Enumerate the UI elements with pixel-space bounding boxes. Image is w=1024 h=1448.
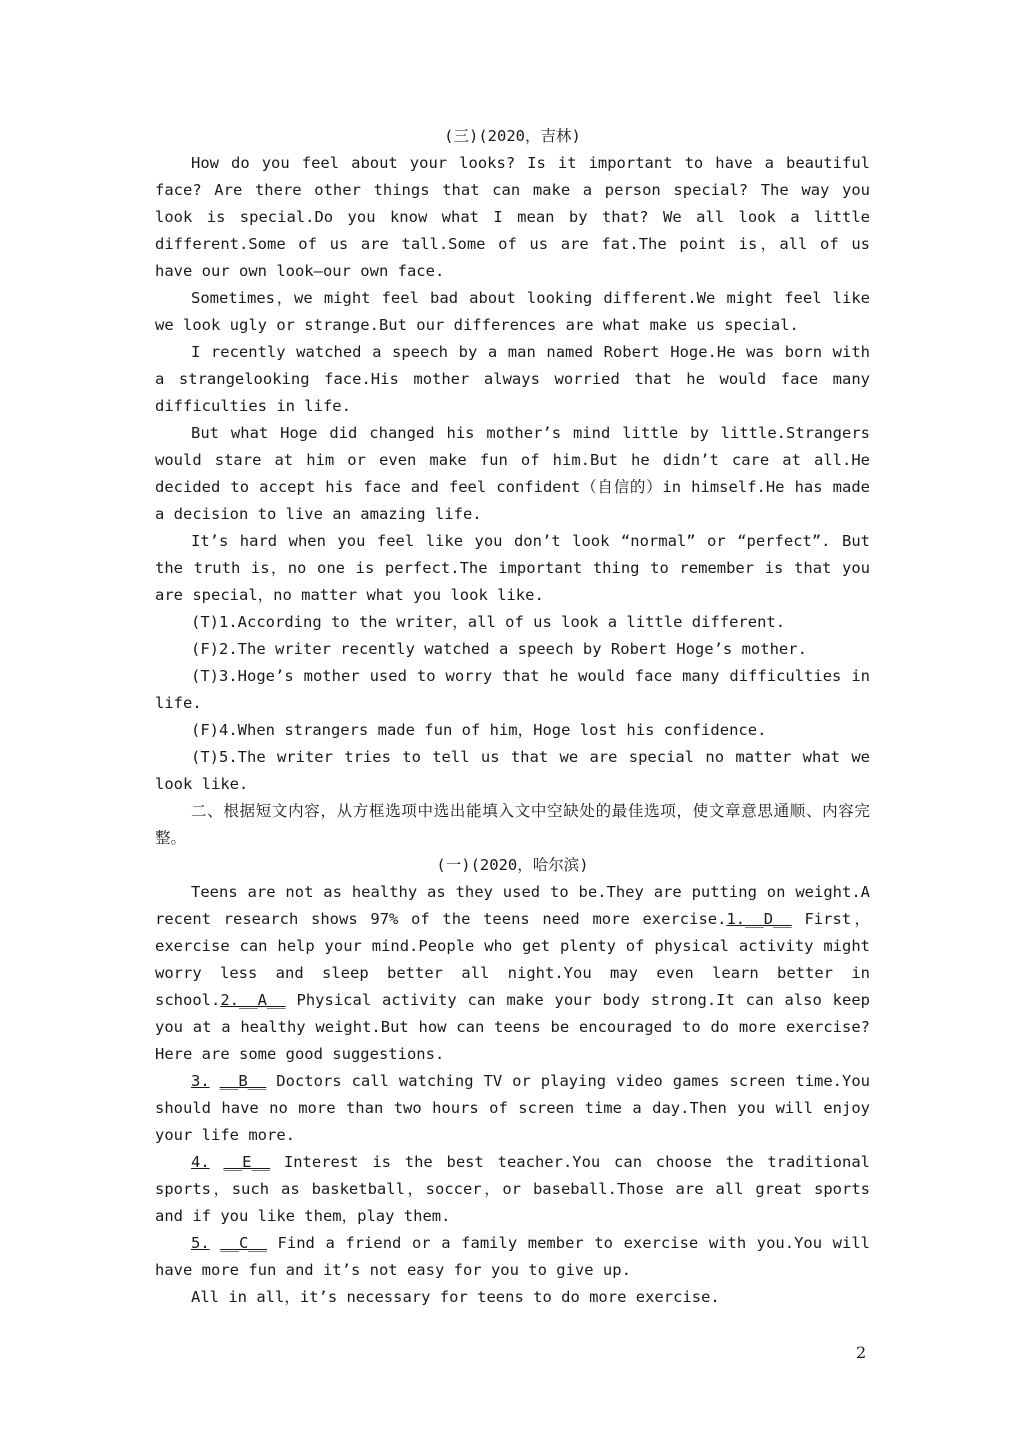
passage-paragraph	[155, 879, 870, 1068]
answer-blank: 1.__D__	[726, 910, 792, 928]
paragraph-text: Doctors call watching TV or playing video games screen time.You should have no more than two hours of screen time a day.Then you will enjoy your life more.	[155, 1072, 870, 1144]
answer-blank: __B__	[219, 1072, 267, 1090]
answer-item: (T)3.Hoge’s mother used to worry that he would face many difficulties in life.	[155, 667, 870, 712]
passage-paragraph: It’s hard when you feel like you don’t look “normal” or “perfect”. But the truth is，no one is perfect.The important thing to remember is that you are special，no matter what you look like.	[155, 532, 870, 604]
passage-paragraph	[155, 1068, 870, 1149]
blank-number: 3.	[191, 1072, 210, 1090]
blank-number: 5.	[191, 1234, 210, 1252]
passage-paragraph	[155, 1230, 870, 1284]
paragraph-text: Teens are not as healthy as they used to be.They are putting on weight.A recent research shows 97% of the teens need more exercise.	[155, 883, 870, 928]
paragraph-text: First，exercise can help your mind.People who get plenty of physical activity might worry less and sleep better all night.You may even learn better in school.	[155, 910, 870, 1009]
passage-paragraph: But what Hoge did changed his mother’s mind little by little.Strangers would stare at him or even make fun of him.But he didn’t care at all.He decided to accept his face and feel confident（自信的）in himself.He has made a decision to live an amazing life.	[155, 424, 870, 523]
passage-paragraph: Sometimes，we might feel bad about looking different.We might feel like we look ugly or strange.But our differences are what make us special.	[155, 289, 870, 334]
answer-item: (F)2.The writer recently watched a speech by Robert Hoge’s mother.	[191, 640, 807, 658]
answer-blank: 2.__A__	[220, 991, 286, 1009]
answer-item: (T)1.According to the writer，all of us look a little different.	[191, 613, 786, 631]
passage-paragraph: I recently watched a speech by a man named Robert Hoge.He was born with a strangelooking face.His mother always worried that he would face many difficulties in life.	[155, 343, 870, 415]
blank-number: 4.	[191, 1153, 210, 1171]
part-instruction: 二、根据短文内容，从方框选项中选出能填入文中空缺处的最佳选项，使文章意思通顺、内容完整。	[155, 802, 870, 847]
answer-blank: __C__	[220, 1234, 267, 1252]
paragraph-text: Physical activity can make your body strong.It can also keep you at a healthy weight.But how can teens be encouraged to do more exercise? Here are some good suggestions.	[155, 991, 870, 1063]
answer-item: (T)5.The writer tries to tell us that we are special no matter what we look like.	[155, 748, 870, 793]
answer-item: (F)4.When strangers made fun of him，Hoge lost his confidence.	[191, 721, 767, 739]
passage-paragraph: All in all，it’s necessary for teens to do more exercise.	[191, 1288, 720, 1306]
section-title: (一)(2020，哈尔滨)	[436, 856, 589, 874]
paragraph-text: Find a friend or a family member to exercise with you.You will have more fun and it’s not easy for you to give up.	[155, 1234, 870, 1279]
document-page	[155, 123, 870, 1311]
page-number: 2	[856, 1343, 867, 1362]
section-title: (三)(2020，吉林)	[444, 127, 581, 145]
passage-paragraph	[155, 1149, 870, 1230]
paragraph-text: Interest is the best teacher.You can choose the traditional sports，such as basketball，soccer，or baseball.Those are all great sports and if you like them，play them.	[155, 1153, 870, 1225]
passage-paragraph: How do you feel about your looks? Is it important to have a beautiful face? Are there other things that can make a person special? The way you look is special.Do you know what I mean by that? We all look a little different.Some of us are tall.Some of us are fat.The point is，all of us have our own look—our own face.	[155, 154, 870, 280]
answer-blank: __E__	[223, 1153, 271, 1171]
